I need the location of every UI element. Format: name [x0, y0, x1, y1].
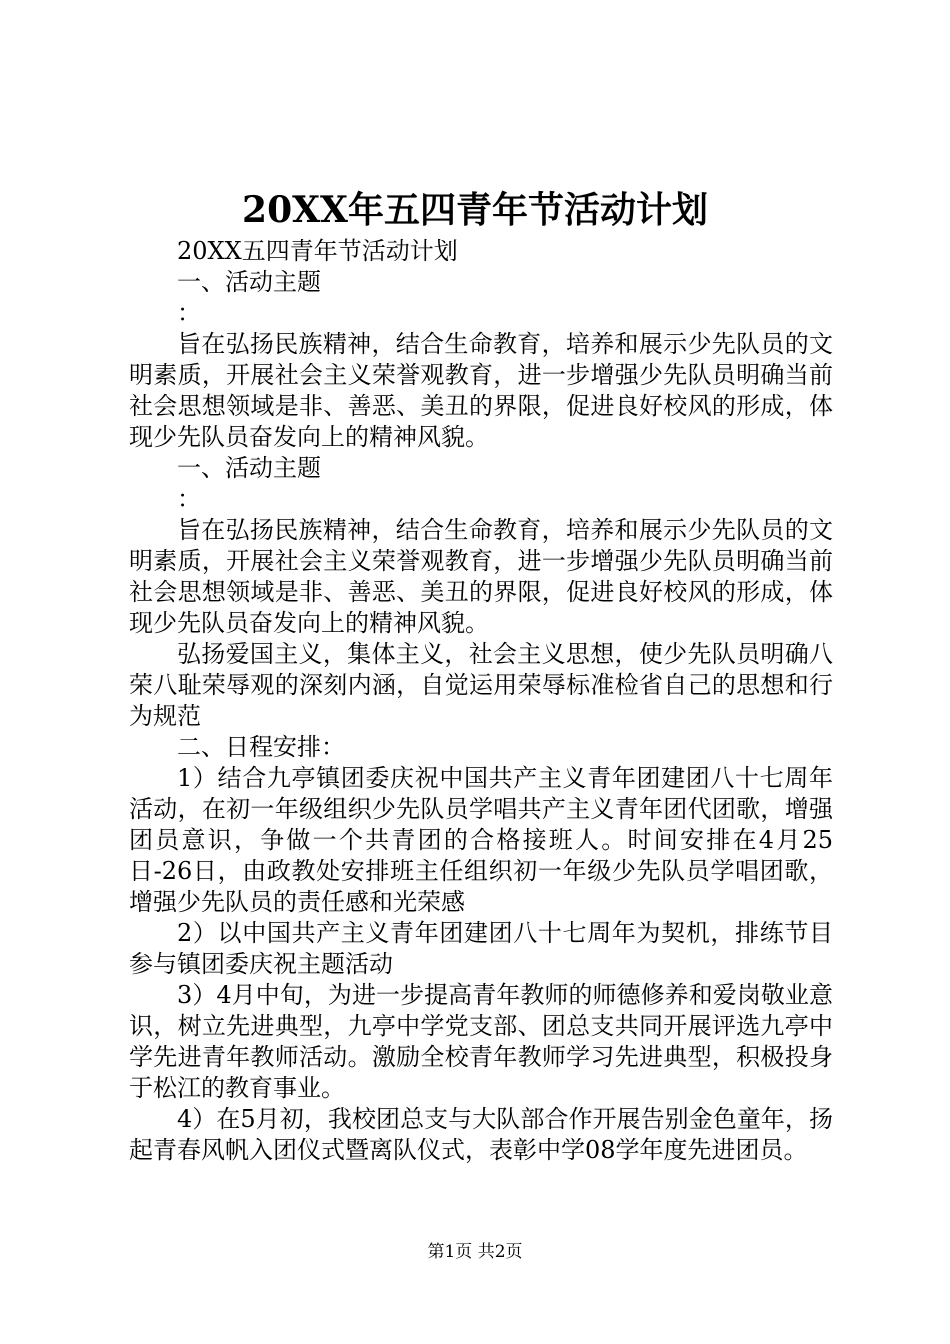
document-title: 20XX年五四青年节活动计划 — [242, 189, 708, 231]
paragraph-purpose: 旨在弘扬民族精神，结合生命教育，培养和展示少先队员的文明素质，开展社会主义荣誉观教育，进一步增强少先队员明确当前社会思想领域是非、善恶、美丑的界限，促进良好校风的形成，体现少先队员奋发向上的精神风貌。 — [129, 330, 833, 451]
colon-line-repeat: ： — [177, 485, 201, 513]
document-body — [129, 236, 833, 1166]
paragraph-purpose-repeat: 旨在弘扬民族精神，结合生命教育，培养和展示少先队员的文明素质，开展社会主义荣誉观教育，进一步增强少先队员明确当前社会思想领域是非、善恶、美丑的界限，促进良好校风的形成，体现少先队员奋发向上的精神风貌。 — [129, 516, 833, 637]
heading-activity-theme: 一、活动主题 — [177, 268, 321, 296]
schedule-item-1: 1）结合九亭镇团委庆祝中国共产主义青年团建团八十七周年活动，在初一年级组织少先队员学唱共产主义青年团代团歌，增强团员意识，争做一个共青团的合格接班人。时间安排在4月25日-26日，由政教处安排班主任组织初一年级少先队员学唱团歌，增强少先队员的责任感和光荣感 — [129, 764, 833, 916]
page-number-footer: 第1页 共2页 — [427, 1242, 523, 1262]
colon-line: ： — [177, 299, 201, 327]
schedule-item-4: 4）在5月初，我校团总支与大队部合作开展告别金色童年，扬起青春风帆入团仪式暨离队仪式，表彰中学08学年度先进团员。 — [129, 1105, 833, 1164]
paragraph-subtitle: 20XX五四青年节活动计划 — [177, 237, 458, 265]
paragraph-patriotism: 弘扬爱国主义，集体主义，社会主义思想，使少先队员明确八荣八耻荣辱观的深刻内涵，自觉运用荣辱标准检省自己的思想和行为规范 — [129, 640, 833, 730]
schedule-item-2: 2）以中国共产主义青年团建团八十七周年为契机，排练节目参与镇团委庆祝主题活动 — [129, 919, 833, 978]
schedule-item-3: 3）4月中旬，为进一步提高青年教师的师德修养和爱岗敬业意识，树立先进典型，九亭中学党支部、团总支共同开展评选九亭中学先进青年教师活动。激励全校青年教师学习先进典型，积极投身于松江的教育事业。 — [129, 981, 833, 1102]
heading-schedule: 二、日程安排： — [177, 733, 345, 761]
heading-activity-theme-repeat: 一、活动主题 — [177, 454, 321, 482]
